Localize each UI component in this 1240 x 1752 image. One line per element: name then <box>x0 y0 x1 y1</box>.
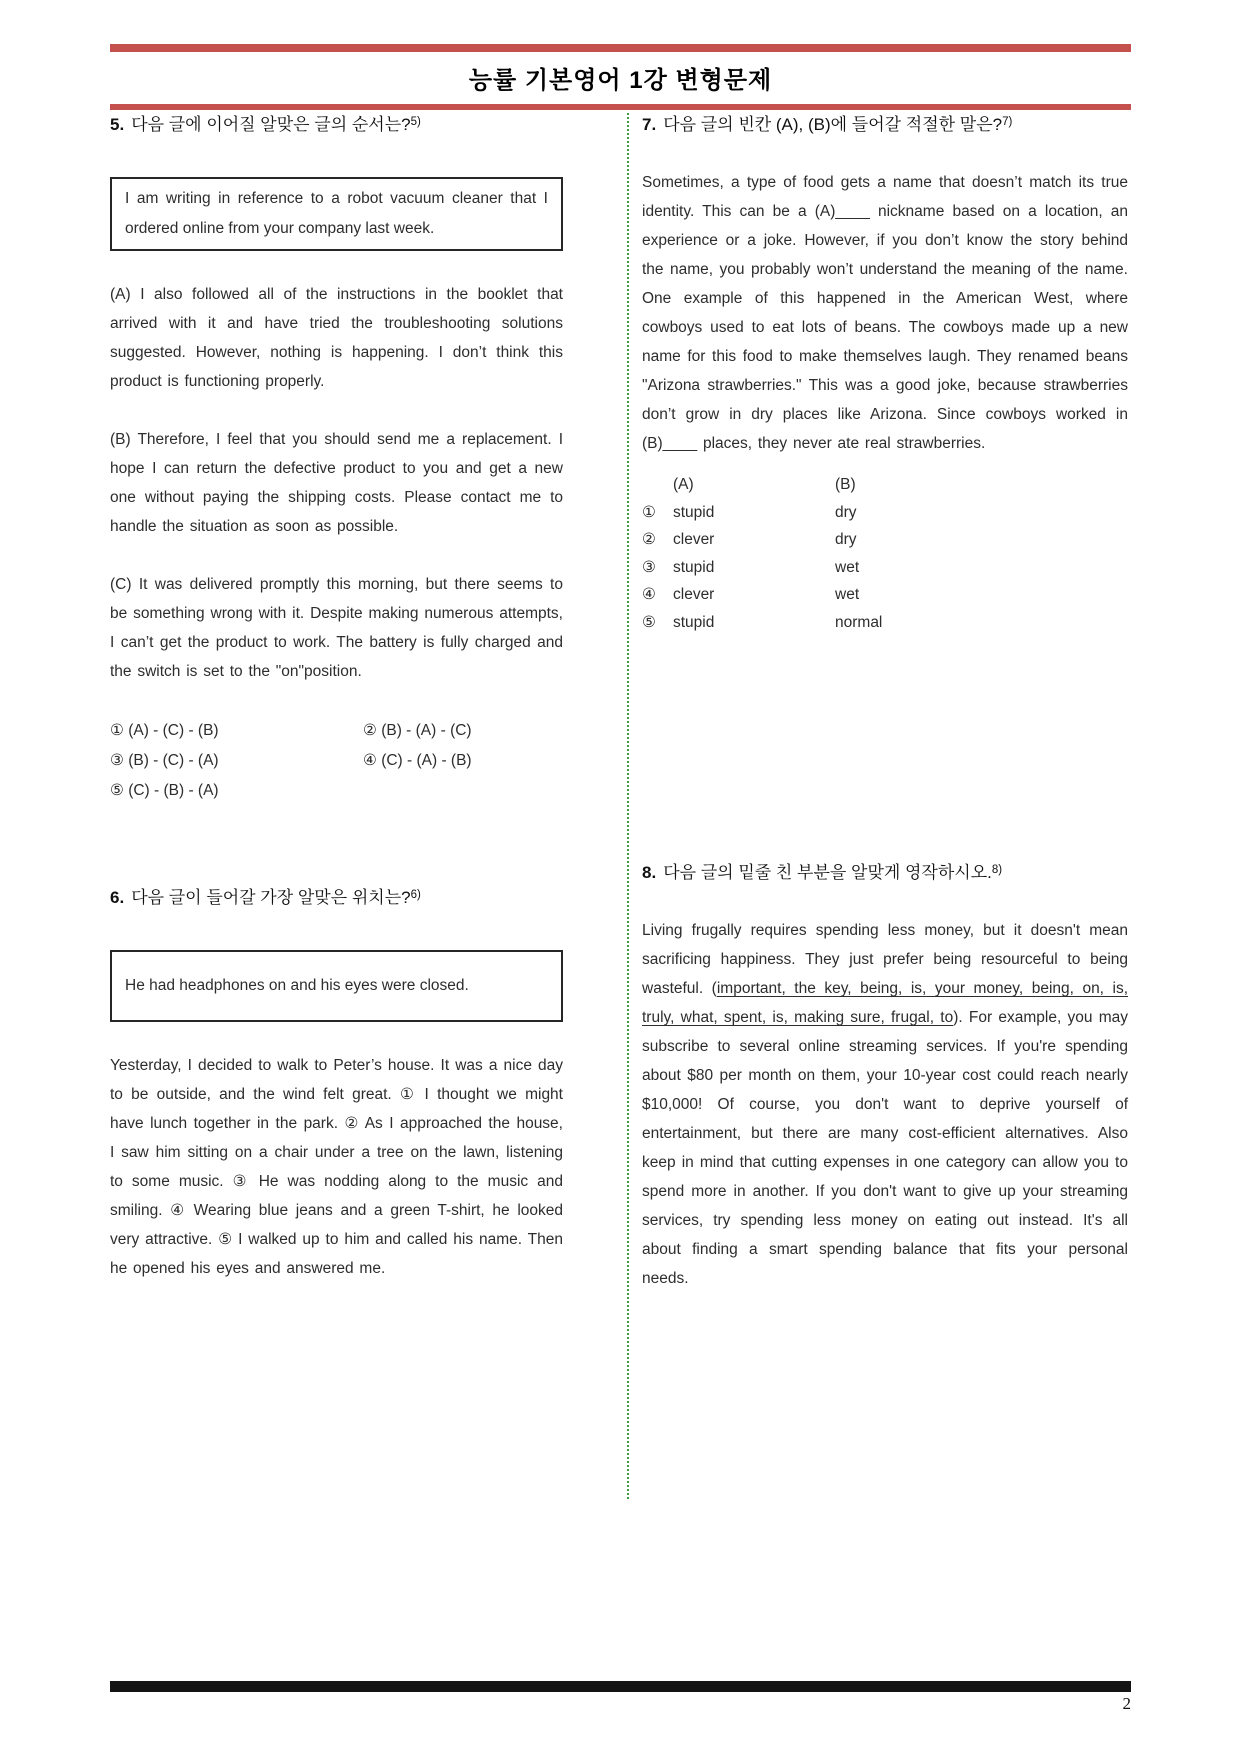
q7-row5-choice-b: normal <box>835 613 883 631</box>
q5-option-5: ⑤ (C) - (B) - (A) <box>110 782 219 799</box>
q8-header <box>642 861 1128 887</box>
q8-prompt: 다음 글의 밑줄 친 부분을 알맞게 영작하시오. <box>663 863 992 882</box>
document-title: 능률 기본영어 1강 변형문제 <box>468 67 773 94</box>
q8-footnote-marker: 8) <box>991 864 1003 876</box>
q5-option-1: ① (A) - (C) - (B) <box>110 722 219 739</box>
column-divider <box>627 113 629 1499</box>
header-rule-bottom <box>110 104 1131 110</box>
question-6 <box>110 886 563 1283</box>
q5-options-row-2 <box>110 746 563 776</box>
two-column-body <box>110 113 1131 1499</box>
q7-option-row-4 <box>642 581 1128 609</box>
q8-text-after-underline: ). For example, you may subscribe to several online streaming services. If you're spending about $80 per month on them, your 10-year cost could reach nearly $10,000! Of course, you don't want to deprive yourself of entertainment, but there are many cost-efficient alternatives. Also keep in mind that cutting expenses in one category can allow you to spend more in another. If you don't want to give up your streaming services, try spending less money on eating out instead. It's all about finding a smart spending balance that fits your personal needs. <box>642 1009 1128 1287</box>
q5-option-3: ③ (B) - (C) - (A) <box>110 752 219 769</box>
q7-col-b-header: (B) <box>835 476 856 493</box>
q7-option-row-2 <box>642 526 1128 554</box>
q7-prompt: 다음 글의 빈칸 (A), (B)에 들어갈 적절한 말은? <box>663 115 1003 134</box>
q7-row1-choice-a: stupid <box>673 503 715 521</box>
q8-underlined-word-list: important, the key, being, is, your money, being, on, is, truly, what, spent, is, making sure, frugal, to <box>642 980 1128 1026</box>
q7-option-row-3 <box>642 554 1128 582</box>
q5-header <box>110 113 563 139</box>
q6-footnote-marker: 6) <box>410 889 421 901</box>
q8-number: 8. <box>642 863 657 882</box>
q7-row4-choice-b: wet <box>835 586 860 603</box>
header-rule-top <box>110 44 1131 52</box>
q6-paragraph: Yesterday, I decided to walk to Peter’s house. It was a nice day to be outside, and the wind felt great. ① I thought we might have lunch together in the park. ② As I approached the house, I saw him sitting on a chair under a tree on the lawn, listening to some music. ③ He was nodding along to the music and smiling. ④ Wearing blue jeans and a green T-shirt, he looked very attractive. ⑤ I walked up to him and called his name. Then he opened his eyes and answered me. <box>110 1057 563 1277</box>
q5-options <box>110 716 563 806</box>
q7-row2-choice-b: dry <box>835 531 857 548</box>
q5-paragraph-a: (A) I also followed all of the instructions in the booklet that arrived with it and have tried the troubleshooting solutions suggested. However, nothing is happening. I don’t think this product is functioning properly. <box>110 286 563 390</box>
q6-number: 6. <box>110 888 125 907</box>
q7-row3-number: ③ <box>642 558 656 576</box>
q5-source-box: I am writing in reference to a robot vacuum cleaner that I ordered online from your company last week. <box>110 177 563 251</box>
q7-header <box>642 113 1128 139</box>
q7-row3-choice-b: wet <box>835 558 860 576</box>
q7-option-row-5 <box>642 609 1128 637</box>
q7-option-row-1 <box>642 499 1128 527</box>
q7-row4-number: ④ <box>642 586 656 603</box>
q8-paragraph <box>642 916 1128 1293</box>
q7-col-a-header: (A) <box>673 476 694 493</box>
q7-row5-choice-a: stupid <box>673 613 715 631</box>
q8-text-before-underline: Living frugally requires spending less money, but it doesn't mean sacrificing happiness. They just prefer being resourceful to being wasteful. ( <box>642 922 1128 997</box>
q5-paragraph-b: (B) Therefore, I feel that you should send me a replacement. I hope I can return the defective product to you and get a new one without paying the shipping costs. Please contact me to handle the situation as soon as possible. <box>110 431 563 535</box>
q7-row5-number: ⑤ <box>642 613 656 631</box>
q7-row3-choice-a: stupid <box>673 558 715 576</box>
question-7 <box>642 113 1128 636</box>
q7-footnote-marker: 7) <box>1002 116 1013 128</box>
q6-prompt: 다음 글이 들어갈 가장 알맞은 위치는? <box>131 888 411 907</box>
q7-row2-number: ② <box>642 531 656 548</box>
footer-rule <box>110 1681 1131 1692</box>
q5-option-2: ② (B) - (A) - (C) <box>363 722 472 739</box>
page-number: 2 <box>1122 1694 1131 1713</box>
q7-row1-choice-b: dry <box>835 503 857 521</box>
q5-option-4: ④ (C) - (A) - (B) <box>363 752 472 769</box>
q6-insert-sentence-box: He had headphones on and his eyes were closed. <box>110 950 563 1022</box>
q7-row2-choice-a: clever <box>673 531 715 548</box>
question-8 <box>642 861 1128 1293</box>
q7-row1-number: ① <box>642 503 656 521</box>
q5-paragraph-c: (C) It was delivered promptly this morning, but there seems to be something wrong with it. Despite making numerous attempts, I can’t get the product to work. The battery is fully charged and the switch is set to the "on"position. <box>110 576 563 680</box>
q7-number: 7. <box>642 115 657 134</box>
q7-paragraph: Sometimes, a type of food gets a name that doesn’t match its true identity. This can be a (A)____ nickname based on a location, an experience or a joke. However, if you don’t know the story behind the name, you probably won’t understand the meaning of the name. One example of this happened in the American West, where cowboys used to eat lots of beans. The cowboys made up a new name for this food to make themselves laugh. They renamed beans "Arizona strawberries." This was a good joke, because strawberries don’t grow in dry places like Arizona. Since cowboys worked in (B)____ places, they never ate real strawberries. <box>642 174 1128 452</box>
q5-options-row-1 <box>110 716 563 746</box>
q6-header <box>110 886 563 912</box>
q7-options-table <box>642 471 1128 636</box>
question-5 <box>110 113 563 806</box>
q5-number: 5. <box>110 115 125 134</box>
document-header <box>110 44 1131 110</box>
q5-prompt: 다음 글에 이어질 알맞은 글의 순서는? <box>131 115 411 134</box>
q5-footnote-marker: 5) <box>410 116 421 128</box>
left-column <box>110 113 563 1283</box>
q7-table-header-row <box>642 471 1128 499</box>
right-column <box>642 113 1128 1293</box>
q5-options-row-3 <box>110 776 563 806</box>
q7-row4-choice-a: clever <box>673 586 715 603</box>
